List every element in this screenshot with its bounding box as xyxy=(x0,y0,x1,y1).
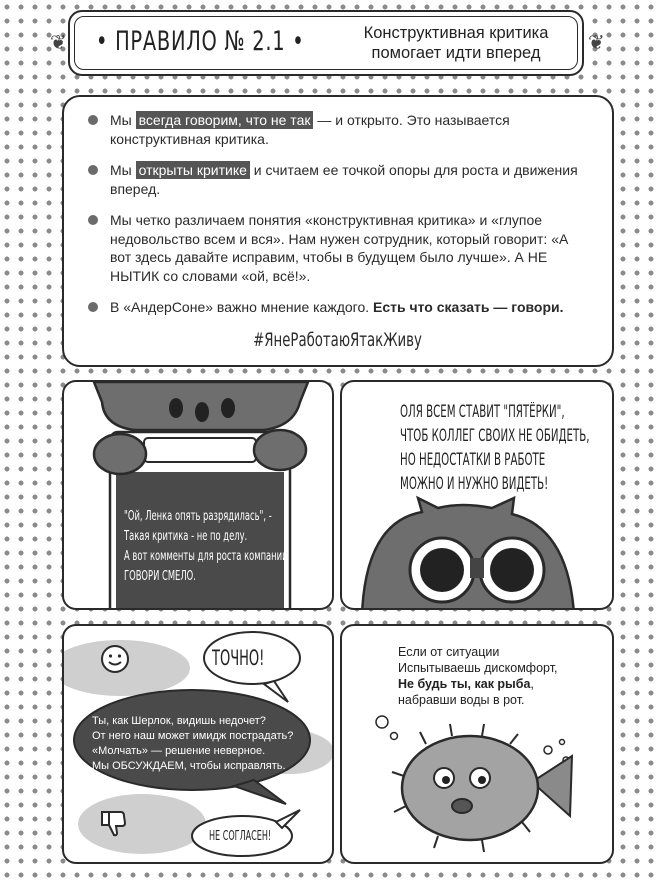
vine-ornament-icon: ❦ xyxy=(588,32,605,54)
panel-caption: Если от ситуации Испытываешь дискомфорт, Не будь ты, как рыба, набравши воды в рот. xyxy=(398,645,558,707)
rules-box xyxy=(62,95,614,367)
comic-panel-binoculars xyxy=(340,380,614,610)
bubble-tochno: ТОЧНО! xyxy=(212,646,265,670)
bullet-icon xyxy=(88,165,98,175)
highlight: открыты критике xyxy=(136,161,250,179)
rule-subtitle-line: Конструктивная критика xyxy=(363,24,549,42)
bubble-ne-soglasen: НЕ СОГЛАСЕН! xyxy=(209,829,272,844)
rule-item: Мы открыты критике и считаем ее точкой опоры для роста и движения вперед. xyxy=(86,161,586,198)
rule-item: В «АндерСоне» важно мнение каждого. Есть что сказать — говори. xyxy=(86,298,586,317)
rule-subtitle-line: помогает идти вперед xyxy=(371,44,541,62)
bullet-icon xyxy=(88,302,98,312)
comic-panel-pufferfish xyxy=(340,624,614,864)
rules-list xyxy=(86,111,586,330)
comic-panel-speech-bubbles xyxy=(62,624,334,864)
dark-bubble-text: Ты, как Шерлок, видишь недочет? От него наш может имидж пострадать? «Молчать» — решение неверное. Мы ОБСУЖДАЕМ, чтобы исправлять. xyxy=(92,715,294,772)
highlight: всегда говорим, что не так xyxy=(136,111,314,129)
bullet-icon xyxy=(88,215,98,225)
comic-panel-phone xyxy=(62,380,334,610)
rule-item: Мы четко различаем понятия «конструктивная критика» и «глупое недовольство всем и вся». Нам нужен сотрудник, который говорит: «А вот здесь давайте исправим, чтобы в будущем было лучше». А НЕ НЫТИК со словами «ой, всё!». xyxy=(86,211,586,285)
binoculars-icon xyxy=(342,382,614,610)
title-banner xyxy=(68,10,584,76)
hashtag: #ЯнеРаботаюЯтакЖиву xyxy=(253,329,423,351)
phone-screen-text: "Ой, Ленка опять разрядилась", - Такая критика - не по делу. А вот комменты для роста компании ГОВОРИ СМЕЛО. xyxy=(124,508,288,584)
bullet-icon xyxy=(88,115,98,125)
rule-number: • ПРАВИЛО № 2.1 • xyxy=(96,26,305,57)
rule-subtitle xyxy=(338,23,574,63)
rule-item: Мы всегда говорим, что не так — и открыто. Это называется конструктивная критика. xyxy=(86,111,586,148)
panel-caption: ОЛЯ ВСЕМ СТАВИТ "ПЯТЁРКИ", ЧТОБ КОЛЛЕГ СВОИХ НЕ ОБИДЕТЬ, НО НЕДОСТАТКИ В РАБОТЕ МОЖНО И НУЖНО ВИДЕТЬ! xyxy=(400,402,590,493)
thumbs-down-icon xyxy=(100,808,128,838)
pufferfish-icon xyxy=(342,626,614,864)
vine-ornament-icon: ❦ xyxy=(50,32,67,54)
smiley-icon xyxy=(100,644,130,674)
